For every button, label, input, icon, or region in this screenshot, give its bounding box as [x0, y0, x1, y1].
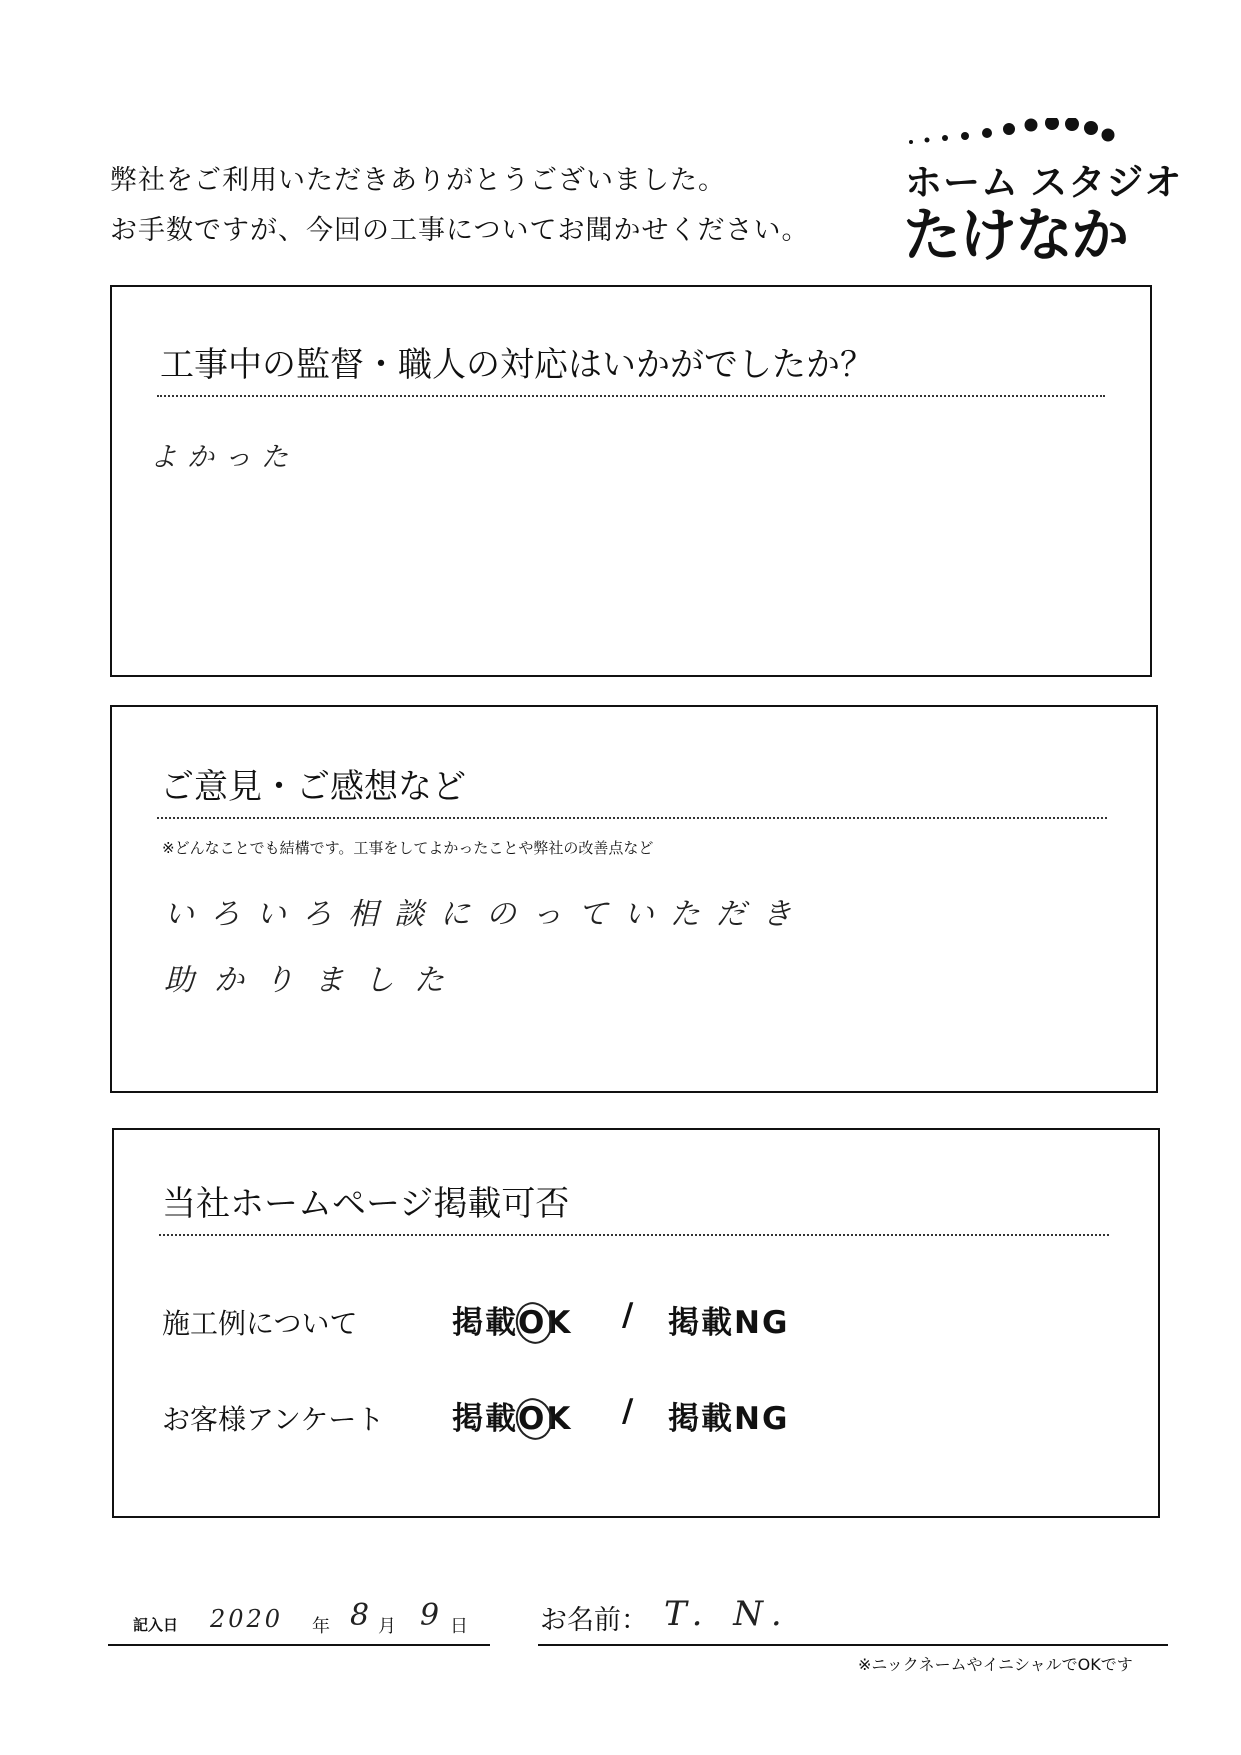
logo-text-home-studio: ホーム スタジオ [905, 162, 1183, 203]
intro-line-2: お手数ですが、今回の工事についてお聞かせください。 [110, 215, 810, 246]
construction-example-label: 施工例について [162, 1307, 358, 1340]
logo-text-takenaka: たけなか [903, 201, 1128, 269]
customer-survey-ok-option[interactable]: 掲載OK [452, 1401, 573, 1437]
section-staff-response [110, 285, 1152, 677]
date-month-value: 8 [350, 1598, 370, 1633]
section-1-answer: よかった [150, 442, 298, 473]
date-day-value: 9 [420, 1598, 440, 1633]
customer-survey-separator: / [622, 1393, 636, 1429]
date-label: 記入日 [133, 1616, 179, 1634]
section-1-title: 工事中の監督・職人の対応はいかがでしたか？ [160, 345, 874, 385]
date-year-unit: 年 [312, 1616, 330, 1637]
section-3-title: 当社ホームページ掲載可否 [162, 1184, 570, 1224]
section-1-divider [157, 395, 1105, 397]
date-day-unit: 日 [450, 1616, 468, 1637]
name-label: お名前： [540, 1605, 648, 1636]
intro-line-1: 弊社をご利用いただきありがとうございました。 [110, 165, 726, 196]
company-logo [903, 118, 1183, 269]
customer-survey-ng-option[interactable]: 掲載NG [668, 1401, 790, 1437]
date-underline [108, 1644, 490, 1646]
name-value[interactable]: T. N. [664, 1594, 792, 1634]
section-publication-consent [112, 1128, 1160, 1518]
section-2-note: ※どんなことでも結構です。工事をしてよかったことや弊社の改善点など [162, 839, 654, 857]
section-comments [110, 705, 1158, 1093]
construction-example-ng-option[interactable]: 掲載NG [668, 1305, 790, 1341]
customer-survey-label: お客様アンケート [162, 1403, 385, 1436]
section-3-divider [159, 1234, 1109, 1236]
construction-example-separator: / [622, 1297, 636, 1333]
section-2-answer-line-1: いろいろ相談にのっていただき [164, 897, 808, 932]
date-year-value: 2020 [210, 1605, 284, 1633]
section-2-answer-line-2: 助かりました [164, 963, 464, 998]
date-month-unit: 月 [378, 1616, 396, 1637]
section-2-divider [157, 817, 1107, 819]
construction-example-ok-option[interactable]: 掲載OK [452, 1305, 573, 1341]
name-note: ※ニックネームやイニシャルでOKです [858, 1655, 1133, 1674]
section-2-title: ご意見・ご感想など [160, 767, 466, 807]
name-underline [538, 1644, 1168, 1646]
